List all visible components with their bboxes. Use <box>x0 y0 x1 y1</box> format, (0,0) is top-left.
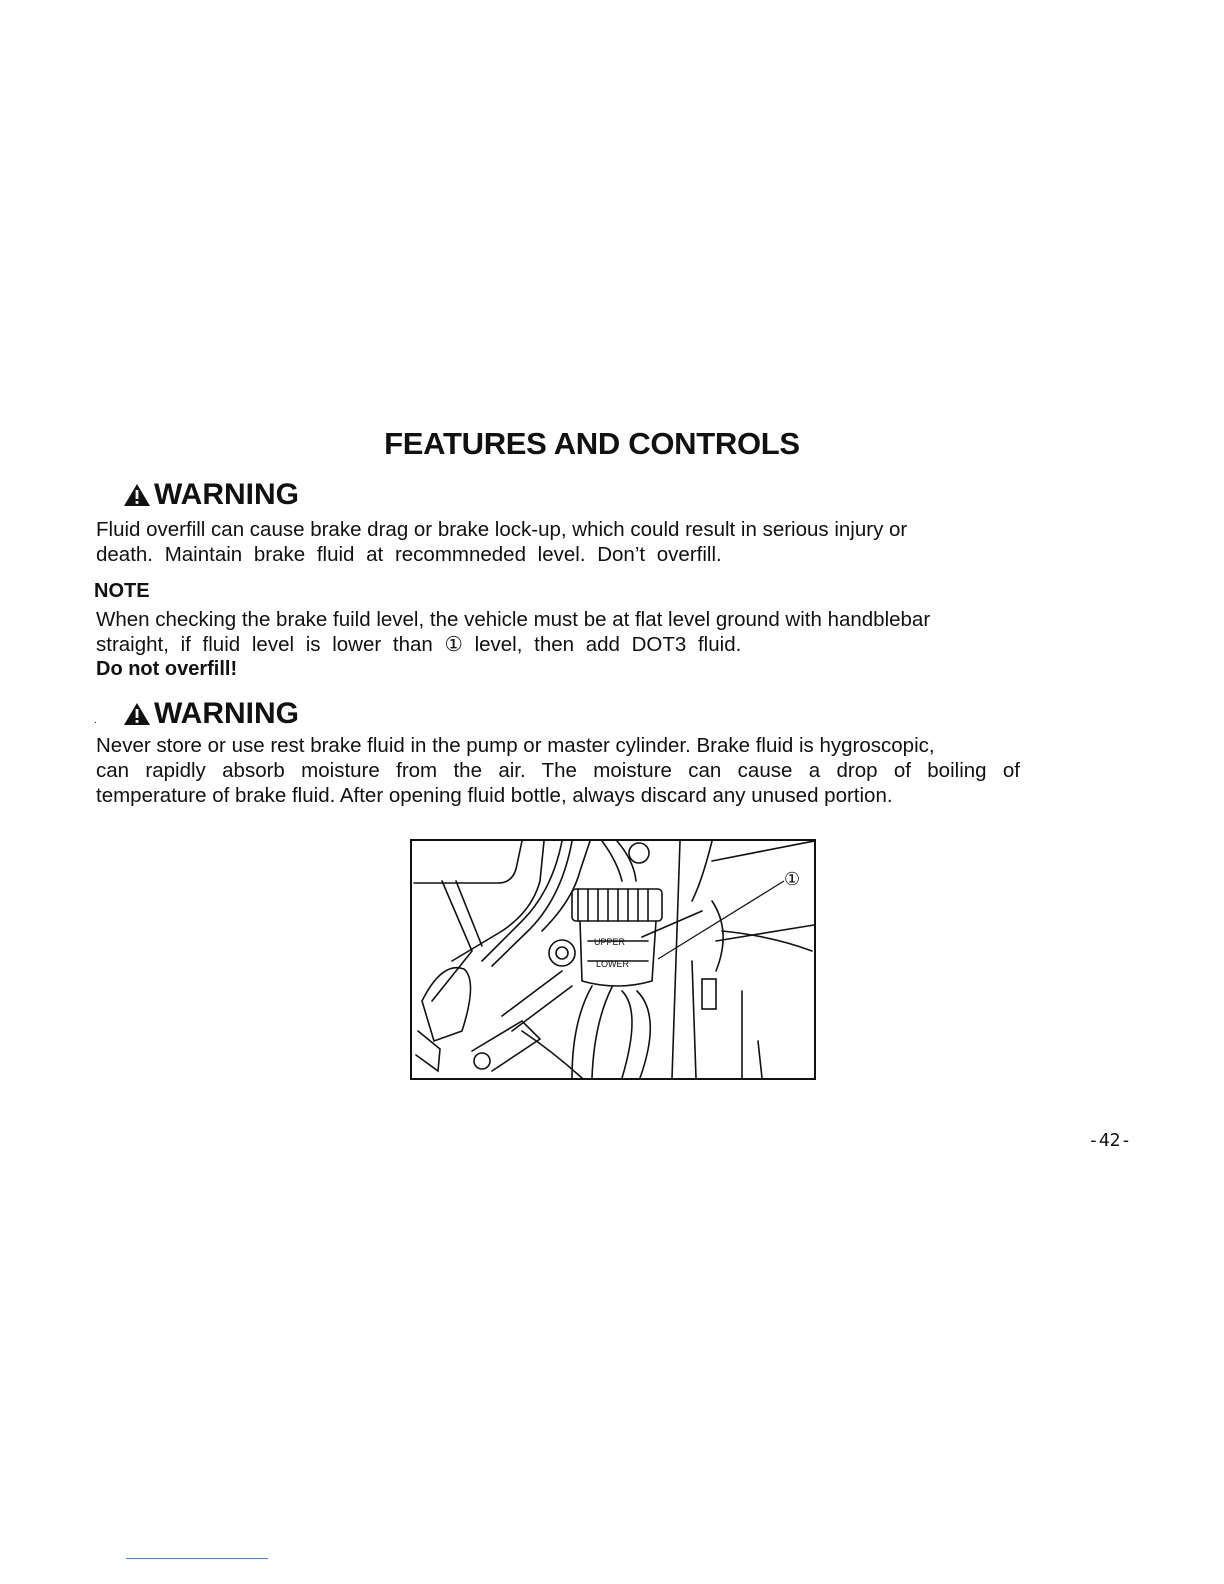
warning-text-1 <box>96 517 1020 567</box>
warning-line: Fluid overfill can cause brake drag or brake lock-up, which could result in serious injury or <box>96 518 908 541</box>
warning-line: temperature of brake fluid. After opening fluid bottle, always discard any unused portion. <box>96 784 893 807</box>
page-title: FEATURES AND CONTROLS <box>384 426 800 461</box>
note-text <box>96 607 1020 657</box>
footer-rule <box>126 1558 268 1559</box>
note-line: When checking the brake fuild level, the vehicle must be at flat level ground with handblebar <box>96 608 931 631</box>
warning-text-2 <box>96 733 1020 808</box>
note-line: straight, if fluid level is lower than ① level, then add DOT3 fluid. <box>96 633 742 656</box>
warning-line: Never store or use rest brake fluid in the pump or master cylinder. Brake fluid is hygroscopic, <box>96 734 935 757</box>
note-emphasis: Do not overfill! <box>96 658 238 680</box>
warning-line: death. Maintain brake fluid at recommneded level. Don’t overfill. <box>96 543 722 566</box>
stray-dot: . <box>94 715 97 726</box>
warning-heading-text: WARNING <box>154 697 299 730</box>
page-number: -42- <box>1088 1130 1132 1151</box>
upper-mark-label: UPPER <box>594 937 626 947</box>
note-heading: NOTE <box>94 580 150 602</box>
warning-triangle-icon <box>122 482 152 508</box>
warning-triangle-icon <box>122 701 152 727</box>
callout-number: ① <box>784 869 801 890</box>
brake-reservoir-figure <box>410 839 816 1080</box>
warning-line: can rapidly absorb moisture from the air. The moisture can cause a drop of boiling of <box>96 759 1020 782</box>
warning-heading-1 <box>122 478 299 512</box>
warning-heading-text: WARNING <box>154 478 299 511</box>
brake-reservoir-drawing <box>412 841 814 1078</box>
warning-heading-2 <box>122 697 299 731</box>
lower-mark-label: LOWER <box>596 959 630 969</box>
